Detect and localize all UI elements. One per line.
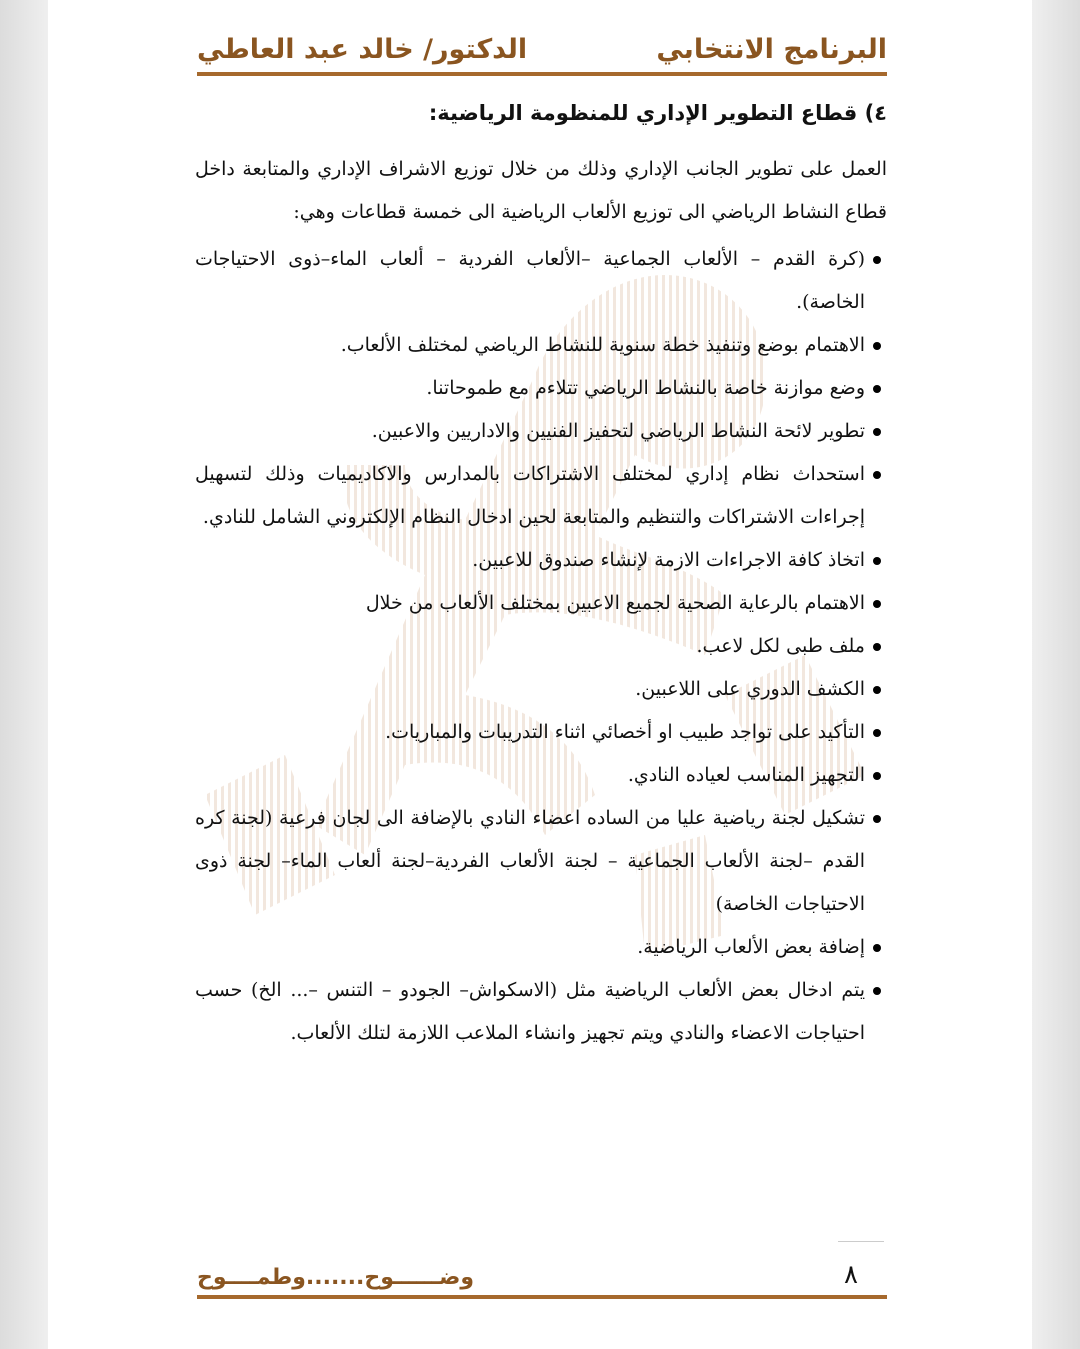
- list-item-text: (كرة القدم – الألعاب الجماعية –الألعاب الفردية – ألعاب الماء–ذوى الاحتياجات الخاصة).: [195, 248, 865, 313]
- list-item: [195, 539, 887, 582]
- bullet-icon: [873, 643, 881, 651]
- list-item: [195, 797, 887, 926]
- list-item-text: يتم ادخال بعض الألعاب الرياضية مثل (الاسكواش– الجودو – التنس –... الخ) حسب احتياجات الاعضاء والنادي ويتم تجهيز وانشاء الملاعب اللازمة لتلك الألعاب.: [195, 979, 865, 1044]
- page-content: [195, 92, 887, 1055]
- program-title: البرنامج الانتخابي: [656, 34, 887, 65]
- footer-separator: [838, 1241, 884, 1242]
- list-item-text: اتخاذ كافة الاجراءات الازمة لإنشاء صندوق للاعبين.: [472, 549, 865, 571]
- list-item: [195, 668, 887, 711]
- list-item-text: تطوير لائحة النشاط الرياضي لتحفيز الفنيين والاداريين والاعبين.: [371, 420, 865, 442]
- list-item-text: الاهتمام بوضع وتنفيذ خطة سنوية للنشاط الرياضي لمختلف الألعاب.: [340, 334, 865, 356]
- bullet-icon: [873, 428, 881, 436]
- list-item-text: استحداث نظام إداري لمختلف الاشتراكات بالمدارس والاكاديميات وذلك لتسهيل إجراءات الاشتراكات والتنظيم والمتابعة لحين ادخال النظام الإلكتروني الشامل للنادي.: [195, 463, 865, 528]
- list-item-text: الاهتمام بالرعاية الصحية لجميع الاعبين بمختلف الألعاب من خلال: [365, 592, 865, 614]
- list-item: [195, 238, 887, 324]
- bullet-icon: [873, 729, 881, 737]
- list-item: [195, 711, 887, 754]
- page-edge-right: [1032, 0, 1080, 1349]
- list-item: [195, 926, 887, 969]
- footer-slogan: وضــــــوح.......وطمــــوح: [197, 1265, 475, 1290]
- list-item-text: إضافة بعض الألعاب الرياضية.: [637, 936, 865, 958]
- list-item: [195, 367, 887, 410]
- list-item: [195, 754, 887, 797]
- bullet-list: [195, 238, 887, 1055]
- footer-rule: [197, 1295, 887, 1299]
- list-item: [195, 324, 887, 367]
- bullet-icon: [873, 557, 881, 565]
- bullet-icon: [873, 944, 881, 952]
- list-item: [195, 582, 887, 625]
- page-header: [197, 30, 887, 78]
- list-item: [195, 969, 887, 1055]
- header-rule: [197, 72, 887, 76]
- list-item-text: التجهيز المناسب لعياده النادي.: [627, 764, 865, 786]
- page-number: ٨: [844, 1260, 858, 1290]
- page-edge-left: [0, 0, 48, 1349]
- list-item: [195, 625, 887, 668]
- list-item: [195, 453, 887, 539]
- bullet-icon: [873, 256, 881, 264]
- list-item-text: التأكيد على تواجد طبيب او أخصائي اثناء التدريبات والمباريات.: [385, 721, 865, 743]
- author-name: الدكتور/ خالد عبد العاطي: [197, 34, 528, 65]
- bullet-icon: [873, 987, 881, 995]
- section-heading: ٤) قطاع التطوير الإداري للمنظومة الرياضية:: [428, 101, 887, 125]
- list-item-text: الكشف الدوري على اللاعبين.: [635, 678, 865, 700]
- list-item: [195, 410, 887, 453]
- list-item-text: وضع موازنة خاصة بالنشاط الرياضي تتلاءم مع طموحاتنا.: [426, 377, 865, 399]
- bullet-icon: [873, 600, 881, 608]
- intro-paragraph: العمل على تطوير الجانب الإداري وذلك من خلال توزيع الاشراف الإداري والمتابعة داخل قطاع النشاط الرياضي الى توزيع الألعاب الرياضية الى خمسة قطاعات وهي:: [195, 158, 887, 223]
- bullet-icon: [873, 686, 881, 694]
- bullet-icon: [873, 342, 881, 350]
- list-item-text: ملف طبى لكل لاعب.: [696, 635, 865, 657]
- bullet-icon: [873, 815, 881, 823]
- list-item-text: تشكيل لجنة رياضية عليا من الساده اعضاء النادي بالإضافة الى لجان فرعية (لجنة كره القدم –لجنة الألعاب الجماعية – لجنة الألعاب الفردية–لجنة ألعاب الماء– لجنة ذوى الاحتياجات الخاصة): [195, 807, 865, 915]
- bullet-icon: [873, 385, 881, 393]
- bullet-icon: [873, 471, 881, 479]
- bullet-icon: [873, 772, 881, 780]
